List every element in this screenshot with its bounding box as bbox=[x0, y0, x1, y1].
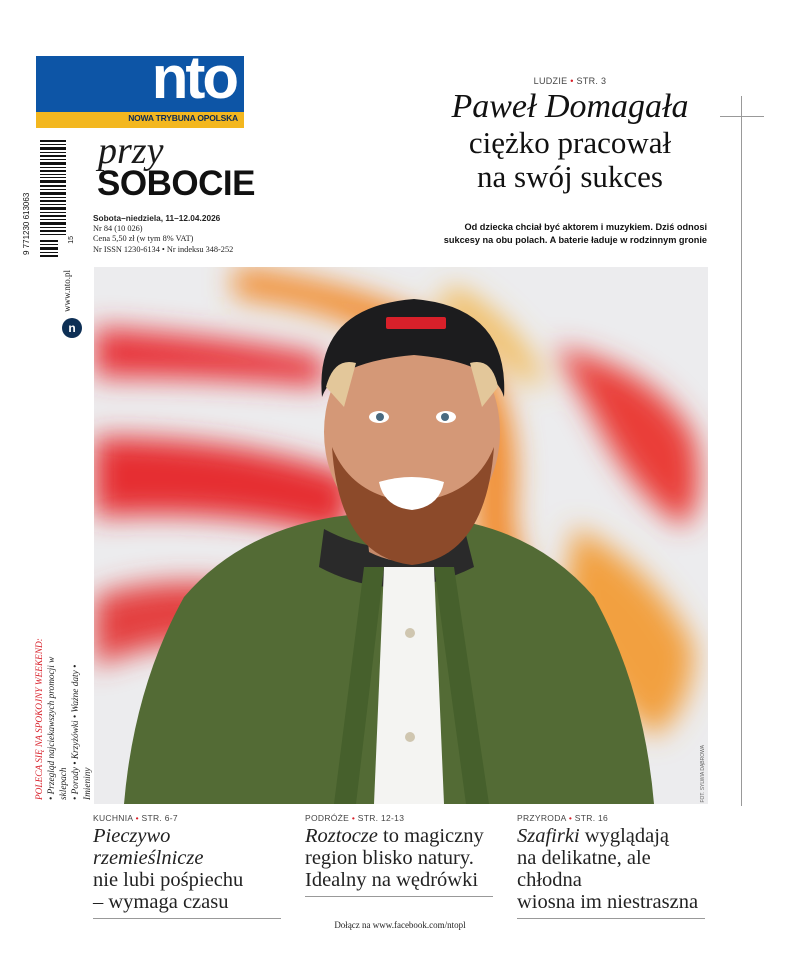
teaser-rule bbox=[93, 918, 281, 919]
teaser-text bbox=[93, 825, 281, 913]
teaser-text bbox=[305, 825, 493, 891]
issue-date: Sobota–niedziela, 11–12.04.2026 bbox=[93, 213, 221, 223]
teaser-line: Idealny na wędrówki bbox=[305, 869, 479, 891]
teaser-page: STR. 12-13 bbox=[357, 813, 405, 823]
photo-credit: FOT. SYLWIA DĄBROWA bbox=[700, 745, 706, 803]
teaser-line: nie lubi pośpiechu bbox=[93, 869, 244, 891]
issue-issn: Nr ISSN 1230-6134 • Nr indeksu 348-252 bbox=[93, 244, 234, 254]
teaser-line: – wymaga czasu bbox=[93, 891, 229, 913]
cover-illustration bbox=[94, 267, 708, 804]
teaser-tag: PRZYRODA • STR. 16 bbox=[517, 813, 609, 823]
teaser-page: STR. 16 bbox=[574, 813, 609, 823]
teaser-rule bbox=[517, 918, 705, 919]
teaser-text bbox=[517, 825, 705, 913]
supplement-sobocie: SOBOCIE bbox=[97, 164, 255, 203]
teaser-section: PODRÓŻE bbox=[305, 813, 350, 823]
crop-mark bbox=[720, 116, 764, 117]
teaser-przyroda[interactable] bbox=[517, 813, 705, 919]
barcode-number: 9 771230 613063 bbox=[22, 192, 31, 255]
footer-facebook[interactable]: Dołącz na www.facebook.com/ntopl bbox=[334, 920, 466, 930]
logo-wordmark: nto bbox=[151, 44, 236, 111]
headline-section: LUDZIE bbox=[533, 76, 568, 86]
teaser-line: na delikatne, ale chłodna bbox=[517, 847, 651, 891]
teaser-section: KUCHNIA bbox=[93, 813, 133, 823]
headline-page: STR. 3 bbox=[576, 76, 607, 86]
lead-line-2: sukcesy na obu polach. A baterie ładuje w rodzinnym gronie bbox=[443, 235, 707, 245]
lead-line-1: Od dziecka chciał być aktorem i muzykiem. Dziś odnosi bbox=[464, 222, 707, 232]
teaser-italic: Pieczywo rzemieślnicze bbox=[93, 825, 204, 869]
nto-badge-icon: n bbox=[62, 318, 82, 338]
supplement-przy: przy bbox=[98, 130, 164, 172]
teaser-section: PRZYRODA bbox=[517, 813, 567, 823]
cover-photo[interactable] bbox=[94, 267, 708, 804]
teaser-tag: PODRÓŻE • STR. 12-13 bbox=[305, 813, 405, 823]
teaser-line: to magiczny bbox=[377, 825, 484, 847]
recommend-line-1: • Przegląd najciekawszych promocji w sklepach bbox=[47, 656, 69, 800]
issue-price: Cena 5,50 zł (w tym 8% VAT) bbox=[93, 234, 194, 243]
teaser-line: wyglądają bbox=[579, 825, 670, 847]
headline-line-2[interactable]: na swój sukces bbox=[477, 159, 663, 194]
teaser-line: region blisko natury. bbox=[305, 847, 474, 869]
teaser-rule bbox=[305, 896, 493, 897]
headline-name[interactable]: Paweł Domagała bbox=[451, 88, 689, 125]
barcode-addon: 15 bbox=[68, 236, 75, 244]
teaser-tag: KUCHNIA • STR. 6-7 bbox=[93, 813, 178, 823]
teaser-kuchnia[interactable] bbox=[93, 813, 281, 919]
recommend-title: POLECA SIĘ NA SPOKOJNY WEEKEND: bbox=[35, 638, 45, 800]
teaser-line: wiosna im niestraszna bbox=[517, 891, 699, 913]
site-url[interactable]: www.nto.pl bbox=[62, 270, 72, 312]
logo-subtitle: NOWA TRYBUNA OPOLSKA bbox=[128, 113, 238, 123]
headline-kicker: LUDZIE • STR. 3 bbox=[533, 76, 607, 86]
issue-number: Nr 84 (10 026) bbox=[93, 223, 143, 233]
page-rule bbox=[741, 96, 742, 806]
issue-info bbox=[93, 213, 233, 255]
teaser-podroze[interactable] bbox=[305, 813, 493, 897]
recommend-line-2: • Porady • Krzyżówki • Ważne daty • Imieniny bbox=[71, 664, 93, 800]
headline-lead bbox=[405, 221, 707, 247]
teaser-italic: Szafirki bbox=[517, 825, 580, 847]
teaser-page: STR. 6-7 bbox=[141, 813, 178, 823]
weekend-recommendations bbox=[34, 630, 94, 800]
headline-line-1[interactable]: ciężko pracował bbox=[468, 125, 672, 160]
logo-strip bbox=[36, 112, 244, 128]
teaser-italic: Roztocze bbox=[305, 825, 378, 847]
